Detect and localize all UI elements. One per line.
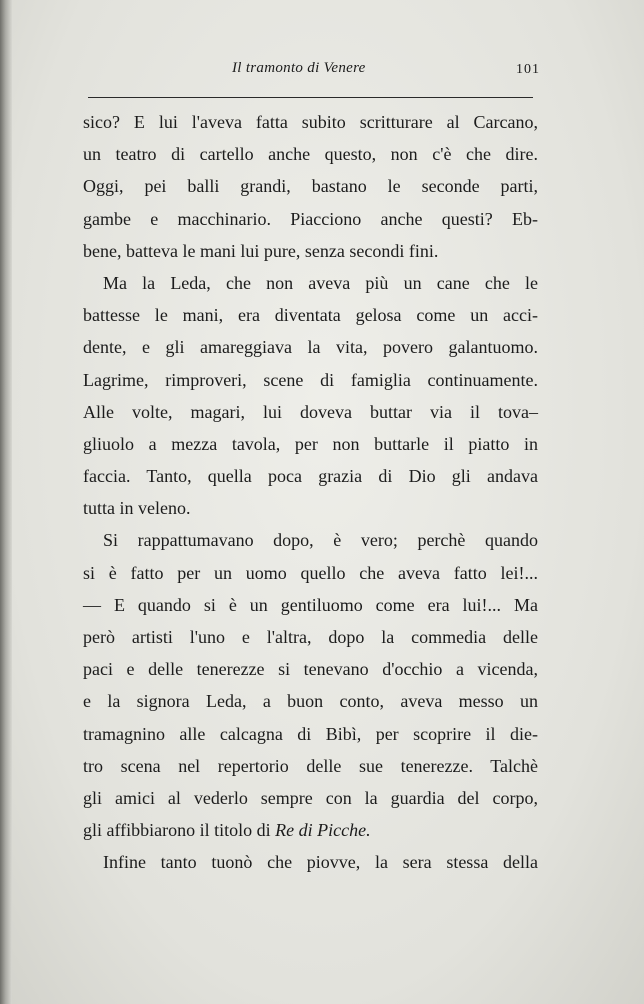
header-rule — [88, 97, 533, 98]
text-line: un teatro di cartello anche questo, non c'è che dire. — [83, 144, 538, 165]
text-line: gambe e macchinario. Piacciono anche questi? Eb- — [83, 208, 538, 229]
body-text — [83, 106, 538, 879]
book-spine-shadow — [0, 0, 12, 1004]
running-title: Il tramonto di Venere — [232, 60, 366, 76]
text-line: Oggi, pei balli grandi, bastano le seconde parti, — [83, 176, 538, 197]
text-line: bene, batteva le mani lui pure, senza secondi fini. — [83, 240, 439, 261]
text-line: Ma la Leda, che non aveva più un cane che le — [103, 272, 538, 293]
running-head — [88, 60, 540, 84]
text-line: e la signora Leda, a buon conto, aveva messo un — [83, 691, 538, 712]
text-line: gli amici al vederlo sempre con la guardia del corpo, — [83, 787, 538, 808]
text-line: Alle volte, magari, lui doveva buttar via il tova– — [83, 401, 538, 422]
text-line-roman: gli affibbiarono il titolo di — [83, 820, 276, 841]
text-line: tramagnino alle calcagna di Bibì, per scoprire il die- — [83, 723, 538, 744]
text-line: Si rappattumavano dopo, è vero; perchè quando — [103, 530, 538, 551]
text-line: — E quando si è un gentiluomo come era lui!... Ma — [83, 594, 538, 615]
text-line: si è fatto per un uomo quello che aveva fatto lei!... — [83, 562, 538, 583]
italic-title: Re di Picche. — [275, 820, 371, 841]
text-line: gliuolo a mezza tavola, per non buttarle il piatto in — [83, 433, 538, 454]
text-line: però artisti l'uno e l'altra, dopo la commedia delle — [83, 627, 538, 647]
text-line: tutta in veleno. — [83, 498, 191, 519]
text-line: paci e delle tenerezze si tenevano d'occhio a vicenda, — [83, 659, 538, 680]
text-line: Lagrime, rimproveri, scene di famiglia continuamente. — [83, 369, 538, 390]
page-number: 101 — [516, 62, 540, 77]
text-line: dente, e gli amareggiava la vita, povero galantuomo. — [83, 337, 538, 358]
text-line: tro scena nel repertorio delle sue tenerezze. Talchè — [83, 755, 538, 776]
text-line: faccia. Tanto, quella poca grazia di Dio gli andava — [83, 466, 538, 487]
text-line: battesse le mani, era diventata gelosa come un acci- — [83, 305, 538, 326]
text-line: Infine tanto tuonò che piovve, la sera stessa della — [103, 852, 538, 873]
text-line: sico? E lui l'aveva fatta subito scritturare al Carcano, — [83, 112, 538, 132]
text-line — [83, 814, 538, 846]
